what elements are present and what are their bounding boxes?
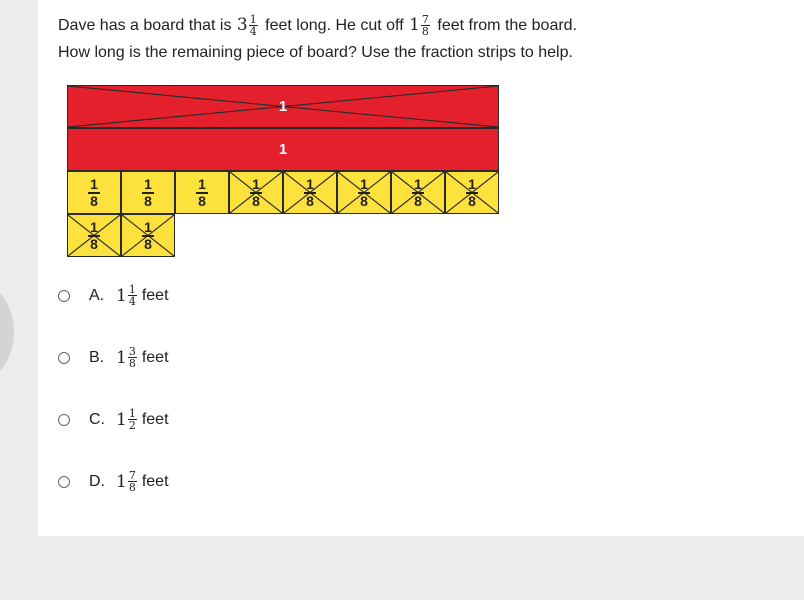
strip-label — [88, 177, 100, 209]
eighth-strip — [283, 171, 337, 214]
denominator: 8 — [144, 192, 152, 209]
question-text — [58, 12, 577, 66]
mixed-whole: 1 — [116, 347, 127, 368]
choice-unit: feet — [141, 348, 169, 366]
denominator: 4 — [128, 295, 136, 308]
choice-unit: feet — [141, 286, 169, 304]
numerator: 1 — [360, 175, 368, 192]
question-line-2: How long is the remaining piece of board? Use the fraction strips to help. — [58, 44, 573, 62]
choice-letter: D. — [89, 472, 105, 490]
question-panel — [38, 0, 804, 536]
side-decoration — [0, 282, 14, 382]
denominator: 8 — [128, 357, 136, 370]
mixed-fraction — [128, 470, 137, 493]
mixed-fraction — [421, 14, 430, 37]
denominator: 8 — [90, 192, 98, 209]
mixed-fraction — [128, 284, 137, 307]
choice-letter: A. — [89, 286, 105, 304]
numerator: 1 — [468, 175, 476, 192]
numerator: 1 — [414, 175, 422, 192]
numerator: 1 — [90, 175, 98, 192]
denominator: 8 — [144, 235, 152, 252]
choice-unit: feet — [141, 410, 169, 428]
whole-strip — [67, 85, 499, 128]
numerator: 1 — [128, 407, 136, 420]
question-line-1 — [58, 12, 577, 39]
radio-button[interactable] — [58, 476, 70, 488]
mixed-fraction — [128, 408, 137, 431]
strip-label — [358, 177, 370, 209]
radio-button[interactable] — [58, 290, 70, 302]
denominator: 8 — [128, 481, 136, 494]
cut-length — [409, 12, 430, 39]
choice-value — [116, 408, 137, 431]
question-part: feet long. He cut off — [265, 17, 404, 34]
choice-d[interactable] — [58, 470, 169, 493]
strip-label — [88, 220, 100, 252]
eighth-strip — [67, 214, 121, 257]
choice-letter: B. — [89, 348, 105, 366]
choice-unit: feet — [141, 472, 169, 490]
choice-c[interactable] — [58, 408, 169, 431]
numerator: 1 — [306, 175, 314, 192]
denominator: 8 — [414, 192, 422, 209]
mixed-whole: 1 — [116, 471, 127, 492]
mixed-whole: 1 — [116, 409, 127, 430]
eighth-strip — [445, 171, 499, 214]
strip-label — [142, 220, 154, 252]
eighth-strip — [67, 171, 121, 214]
question-part: feet from the board. — [437, 17, 578, 34]
choice-value — [116, 470, 137, 493]
numerator: 1 — [90, 218, 98, 235]
numerator: 1 — [128, 283, 136, 296]
mixed-fraction — [249, 14, 258, 37]
eighth-strip — [391, 171, 445, 214]
strip-label — [142, 177, 154, 209]
choice-value — [116, 284, 137, 307]
whole-strip — [67, 128, 499, 171]
numerator: 1 — [144, 218, 152, 235]
denominator: 2 — [128, 419, 136, 432]
radio-button[interactable] — [58, 414, 70, 426]
strip-label — [304, 177, 316, 209]
eighth-strip — [337, 171, 391, 214]
denominator: 4 — [249, 25, 257, 39]
eighth-strip — [121, 171, 175, 214]
question-part: Dave has a board that is — [58, 17, 232, 34]
denominator: 8 — [90, 235, 98, 252]
denominator: 8 — [252, 192, 260, 209]
strip-label — [412, 177, 424, 209]
mixed-whole: 1 — [116, 285, 127, 306]
numerator: 1 — [252, 175, 260, 192]
mixed-whole: 3 — [236, 15, 248, 36]
eighth-strip — [121, 214, 175, 257]
numerator: 7 — [128, 469, 136, 482]
numerator: 7 — [421, 13, 429, 27]
choice-value — [116, 346, 137, 369]
mixed-fraction — [128, 346, 137, 369]
strip-label — [250, 177, 262, 209]
numerator: 1 — [198, 175, 206, 192]
denominator: 8 — [198, 192, 206, 209]
board-length — [237, 12, 258, 39]
strip-label: 1 — [278, 141, 288, 158]
denominator: 8 — [306, 192, 314, 209]
denominator: 8 — [421, 25, 429, 39]
numerator: 3 — [128, 345, 136, 358]
numerator: 1 — [249, 13, 257, 27]
strip-label — [466, 177, 478, 209]
strip-label — [196, 177, 208, 209]
choice-b[interactable] — [58, 346, 169, 369]
radio-button[interactable] — [58, 352, 70, 364]
eighth-strip — [175, 171, 229, 214]
strip-label: 1 — [278, 98, 288, 115]
choice-a[interactable] — [58, 284, 169, 307]
choice-letter: C. — [89, 410, 105, 428]
mixed-whole: 1 — [409, 15, 420, 36]
numerator: 1 — [144, 175, 152, 192]
denominator: 8 — [468, 192, 476, 209]
denominator: 8 — [360, 192, 368, 209]
eighth-strip — [229, 171, 283, 214]
